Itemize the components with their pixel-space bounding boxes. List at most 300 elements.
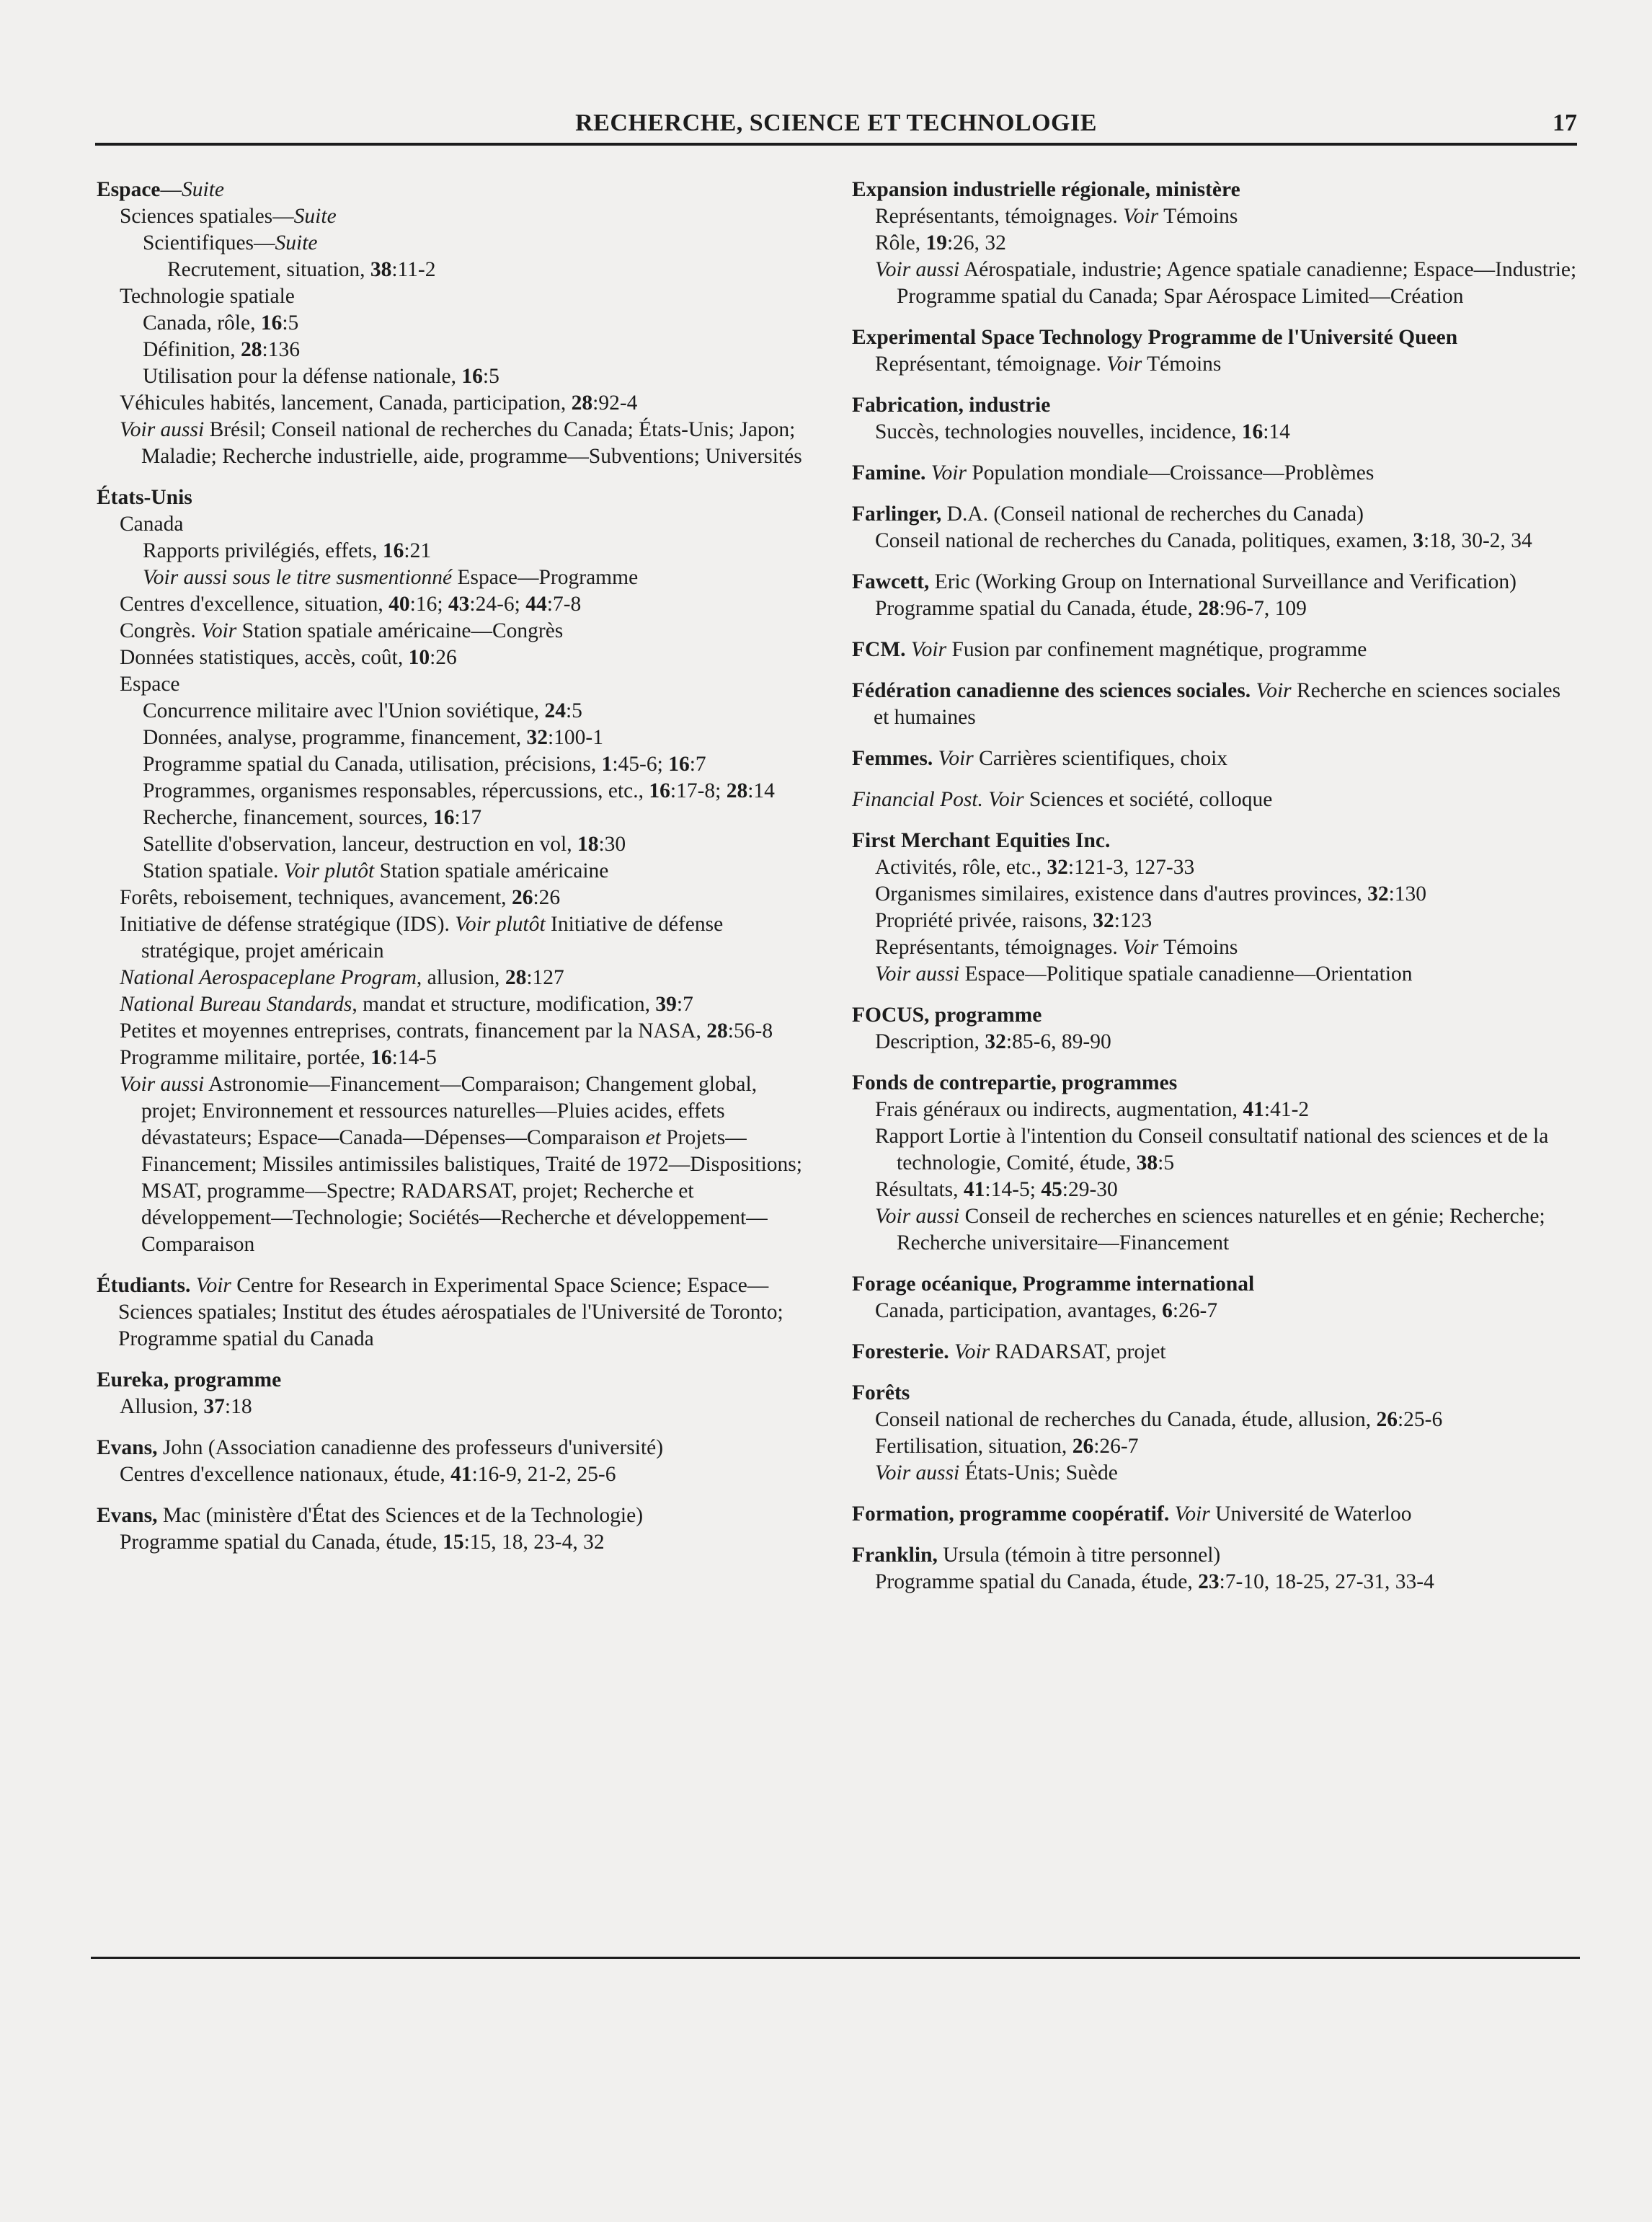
entry-subline (852, 203, 1580, 230)
text-segment: Espace—Programme (452, 566, 639, 589)
text-segment: :17 (454, 806, 482, 829)
entry-heading (852, 1002, 1580, 1029)
text-segment: Succès, technologies nouvelles, incidence, (875, 420, 1242, 443)
entry-heading (97, 1502, 817, 1529)
entry-subline (852, 230, 1580, 257)
text-segment: :14-5; (985, 1178, 1042, 1201)
text-segment: Conseil national de recherches du Canada, politiques, examen, (875, 529, 1413, 552)
text-segment: Station spatiale américaine (374, 859, 609, 882)
entry-subline (852, 419, 1580, 446)
text-segment: Espace (120, 673, 180, 696)
index-column-left (97, 177, 817, 1570)
index-entry (97, 1367, 817, 1420)
text-segment: National Aerospaceplane Program (120, 966, 417, 989)
text-segment: Evans, (97, 1504, 158, 1527)
text-segment: Satellite d'observation, lanceur, destruction en vol, (143, 833, 577, 856)
entry-subline (97, 778, 817, 805)
text-segment: RADARSAT, projet (990, 1340, 1166, 1363)
entry-subline (97, 671, 817, 698)
text-segment: Programme spatial du Canada, étude, (875, 1570, 1199, 1593)
text-segment: Représentant, témoignage. (875, 353, 1107, 376)
text-segment: 41 (450, 1463, 472, 1486)
text-segment: Définition, (143, 338, 241, 361)
entry-subline (97, 1461, 817, 1488)
entry-subline (852, 1203, 1580, 1257)
text-segment: 16 (370, 1046, 392, 1069)
entry-subline (97, 257, 817, 283)
text-segment: D.A. (Conseil national de recherches du Canada) (941, 503, 1364, 526)
text-segment: Canada, participation, avantages, (875, 1299, 1163, 1322)
text-segment (190, 1274, 195, 1297)
text-segment: Financial Post. (852, 788, 983, 811)
text-segment: :14 (1263, 420, 1290, 443)
entry-subline (97, 725, 817, 751)
text-segment: Fabrication, industrie (852, 394, 1051, 417)
text-segment: :26 (533, 886, 561, 909)
index-column-right (852, 177, 1580, 1610)
text-segment: Université de Waterloo (1209, 1502, 1412, 1526)
text-segment: Rapports privilégiés, effets, (143, 539, 383, 562)
text-segment: Voir (201, 619, 237, 642)
index-entry (97, 1502, 817, 1556)
entry-subline (852, 854, 1580, 881)
text-segment: Experimental Space Technology Programme de l'Université Queen (852, 326, 1458, 349)
text-segment: 38 (1136, 1151, 1158, 1174)
text-segment: Voir aussi (120, 1073, 205, 1096)
text-segment: :5 (282, 311, 299, 335)
text-segment: 1 (601, 753, 613, 776)
index-entry (852, 1501, 1580, 1528)
text-segment: Forage océanique, Programme international (852, 1272, 1255, 1296)
text-segment: Concurrence militaire avec l'Union soviétique, (143, 699, 545, 722)
text-segment: :18 (224, 1395, 252, 1418)
entry-subline (852, 934, 1580, 961)
text-segment: Voir aussi (875, 962, 960, 986)
text-segment: 16 (668, 753, 690, 776)
entry-subline (97, 591, 817, 618)
entry-subline (97, 538, 817, 565)
index-entry (852, 324, 1580, 378)
text-segment: 40 (388, 593, 410, 616)
entry-heading (852, 828, 1580, 854)
text-segment: Forêts (852, 1381, 910, 1404)
entry-heading (852, 392, 1580, 419)
text-segment: Conseil national de recherches du Canada, étude, allusion, (875, 1408, 1377, 1431)
text-segment: Voir aussi (120, 418, 205, 441)
text-segment: Voir aussi (875, 1205, 960, 1228)
text-segment: Evans, (97, 1436, 158, 1459)
text-segment: Données statistiques, accès, coût, (120, 646, 409, 669)
entry-subline (852, 1097, 1580, 1123)
text-segment: Voir (1123, 936, 1159, 959)
text-segment: Activités, rôle, etc., (875, 856, 1047, 879)
text-segment: Brésil; Conseil national de recherches du Canada; États-Unis; Japon; Maladie; Recherche industrielle, aide, programme—Subventions; Universités (141, 418, 802, 468)
text-segment: Voir aussi sous le titre susmentionné (143, 566, 453, 589)
entry-subline (97, 203, 817, 230)
text-segment: First Merchant Equities Inc. (852, 829, 1111, 852)
text-segment: :5 (482, 365, 499, 388)
entry-subline (97, 283, 817, 310)
text-segment: :7 (676, 993, 693, 1016)
text-segment: :123 (1114, 909, 1153, 932)
index-entry (852, 569, 1580, 622)
text-segment: Voir (931, 461, 967, 484)
entry-subline (852, 596, 1580, 622)
index-entry (852, 1380, 1580, 1487)
text-segment: :5 (565, 699, 582, 722)
text-segment: Congrès. (120, 619, 202, 642)
text-segment: Organismes similaires, existence dans d'autres provinces, (875, 882, 1368, 906)
text-segment: FCM. (852, 638, 906, 661)
text-segment: :17-8; (670, 779, 727, 802)
text-segment: Résultats, (875, 1178, 964, 1201)
index-entry (852, 177, 1580, 310)
text-segment: Représentants, témoignages. (875, 936, 1124, 959)
text-segment: 16 (649, 779, 670, 802)
text-segment: :15, 18, 23-4, 32 (463, 1531, 605, 1554)
text-segment: Eric (Working Group on International Surveillance and Verification) (929, 570, 1516, 593)
text-segment: 32 (526, 726, 548, 749)
entry-heading (852, 1271, 1580, 1298)
text-segment: 15 (443, 1531, 464, 1554)
text-segment: Programme spatial du Canada, étude, (875, 597, 1199, 620)
entry-subline (97, 645, 817, 671)
index-entry (852, 637, 1580, 663)
text-segment (949, 1340, 954, 1363)
text-segment (1169, 1502, 1174, 1526)
text-segment: 32 (985, 1030, 1006, 1053)
text-segment: Conseil de recherches en sciences naturelles et en génie; Recherche; Recherche universitaire—Financement (897, 1205, 1545, 1254)
text-segment: Étudiants. (97, 1274, 191, 1297)
text-segment: Description, (875, 1030, 985, 1053)
entry-heading (852, 745, 1580, 772)
text-segment: Mac (ministère d'État des Sciences et de la Technologie) (157, 1504, 644, 1527)
text-segment: Rôle, (875, 231, 926, 254)
page-header (95, 110, 1577, 143)
text-segment: :130 (1388, 882, 1427, 906)
entry-subline (97, 363, 817, 390)
entry-subline (97, 230, 817, 257)
text-segment: 41 (963, 1178, 985, 1201)
text-segment: Sciences spatiales— (120, 205, 294, 228)
text-segment: Voir (988, 788, 1024, 811)
text-segment: :14 (747, 779, 775, 802)
text-segment: 32 (1093, 909, 1114, 932)
text-segment (925, 461, 931, 484)
text-segment: 43 (448, 593, 470, 616)
text-segment: 6 (1162, 1299, 1173, 1322)
index-entry (852, 460, 1580, 487)
text-segment: :96-7, 109 (1219, 597, 1307, 620)
text-segment: Eureka, programme (97, 1368, 282, 1391)
text-segment: Voir plutôt (283, 859, 375, 882)
text-segment: 16 (432, 806, 455, 829)
text-segment: 45 (1041, 1178, 1062, 1201)
entry-heading (852, 678, 1580, 731)
text-segment: :7-10, 18-25, 27-31, 33-4 (1219, 1570, 1434, 1593)
text-segment: :100-1 (547, 726, 603, 749)
text-segment: Rapport Lortie à l'intention du Conseil consultatif national des sciences et de la technologie, Comité, étude, (875, 1125, 1549, 1174)
entry-subline (97, 511, 817, 538)
text-segment: 3 (1413, 529, 1424, 552)
text-segment: :26-7 (1093, 1435, 1139, 1458)
entry-subline (97, 1529, 817, 1556)
text-segment: Témoins (1158, 205, 1238, 228)
text-segment: :26 (430, 646, 457, 669)
text-segment: Station spatiale. (143, 859, 284, 882)
text-segment: 28 (1198, 597, 1220, 620)
entry-heading (852, 501, 1580, 528)
text-segment: :85-6, 89-90 (1005, 1030, 1111, 1053)
text-segment: :30 (598, 833, 626, 856)
text-segment: 28 (726, 779, 748, 802)
text-segment: Carrières scientifiques, choix (973, 747, 1228, 770)
text-segment: 18 (577, 833, 599, 856)
index-entry (97, 177, 817, 470)
text-segment: Fawcett, (852, 570, 930, 593)
entry-subline (852, 1123, 1580, 1177)
text-segment: :136 (262, 338, 300, 361)
index-entry (852, 1070, 1580, 1257)
text-segment: Fonds de contrepartie, programmes (852, 1071, 1178, 1094)
text-segment: Témoins (1142, 353, 1222, 376)
text-segment: Voir (910, 638, 947, 661)
text-segment: Recherche en sciences sociales et humaines (874, 679, 1561, 729)
entry-subline (852, 528, 1580, 554)
text-segment: :56-8 (727, 1019, 773, 1043)
entry-heading (97, 1435, 817, 1461)
text-segment: Astronomie—Financement—Comparaison; Changement global, projet; Environnement et ressources naturelles—Pluies acides, effets dévastateurs; Espace—Canada—Dépenses—Comparaison (141, 1073, 758, 1149)
text-segment: Recrutement, situation, (167, 258, 370, 281)
entry-subline (852, 1407, 1580, 1433)
entry-subline (852, 1569, 1580, 1595)
text-segment: Suite (293, 205, 337, 228)
entry-heading (852, 569, 1580, 596)
index-entry (852, 1339, 1580, 1365)
text-segment: Recherche, financement, sources, (143, 806, 433, 829)
text-segment: Allusion, (120, 1395, 204, 1418)
text-segment: , mandat et structure, modification, (352, 993, 656, 1016)
text-segment: Voir plutôt (455, 913, 546, 936)
text-segment: Sciences et société, colloque (1023, 788, 1273, 811)
text-segment: États-Unis (97, 486, 192, 509)
entry-subline (97, 390, 817, 417)
text-segment: 16 (461, 365, 483, 388)
text-segment: 10 (408, 646, 430, 669)
text-segment: 26 (1072, 1435, 1094, 1458)
text-segment: :25-6 (1397, 1408, 1443, 1431)
entry-subline (852, 1298, 1580, 1324)
index-entry (852, 392, 1580, 446)
text-segment: :16; (409, 593, 448, 616)
text-segment: Projets—Financement; Missiles antimissiles balistiques, Traité de 1972—Dispositions; MSAT, programme—Spectre; RADARSAT, projet; Recherche et développement—Technologie; Sociétés—Recherche et développement—Comparaison (141, 1126, 802, 1256)
index-entry (852, 828, 1580, 988)
text-segment: :92-4 (592, 391, 638, 415)
text-segment: Voir (938, 747, 974, 770)
index-entry (852, 1002, 1580, 1055)
entry-subline (97, 1394, 817, 1420)
text-segment: :26, 32 (946, 231, 1006, 254)
text-segment: Centre for Research in Experimental Space Science; Espace—Sciences spatiales; Institut des études aérospatiales de l'Université de Toronto; Programme spatial du Canada (118, 1274, 783, 1350)
text-segment: 32 (1047, 856, 1068, 879)
text-segment: Voir (1256, 679, 1292, 702)
index-entry (852, 501, 1580, 554)
text-segment: Espace (97, 178, 161, 201)
text-segment: Programme militaire, portée, (120, 1046, 371, 1069)
entry-subline (852, 1177, 1580, 1203)
text-segment: Suite (275, 231, 318, 254)
entry-heading (97, 1367, 817, 1394)
entry-subline (97, 858, 817, 885)
text-segment: Suite (182, 178, 224, 201)
text-segment: Farlinger, (852, 503, 942, 526)
entry-subline (97, 310, 817, 337)
text-segment: Forêts, reboisement, techniques, avancement, (120, 886, 512, 909)
text-segment: Technologie spatiale (120, 285, 295, 308)
index-entry (852, 787, 1580, 813)
entry-subline (97, 565, 817, 591)
running-title: RECHERCHE, SCIENCE ET TECHNOLOGIE (575, 110, 1097, 136)
text-segment: Frais généraux ou indirects, augmentation, (875, 1098, 1243, 1121)
text-segment: 32 (1367, 882, 1389, 906)
entry-subline (852, 881, 1580, 908)
text-segment: Véhicules habités, lancement, Canada, participation, (120, 391, 572, 415)
text-segment (933, 747, 938, 770)
text-segment: Foresterie. (852, 1340, 949, 1363)
text-segment: :121-3, 127-33 (1067, 856, 1195, 879)
text-segment: Programme spatial du Canada, étude, (120, 1531, 443, 1554)
entry-subline (97, 911, 817, 965)
entry-subline (97, 698, 817, 725)
text-segment: John (Association canadienne des professeurs d'université) (157, 1436, 664, 1459)
entry-subline (97, 1045, 817, 1071)
text-segment: et (645, 1126, 661, 1149)
text-segment: Initiative de défense stratégique, projet américain (141, 913, 724, 962)
text-segment: Expansion industrielle régionale, ministère (852, 178, 1240, 201)
entry-subline (97, 805, 817, 831)
text-segment: Aérospatiale, industrie; Agence spatiale canadienne; Espace—Industrie; Programme spatial du Canada; Spar Aérospace Limited—Création (897, 258, 1577, 308)
text-segment: Utilisation pour la défense nationale, (143, 365, 462, 388)
entry-subline (97, 417, 817, 470)
page-number: 17 (1553, 110, 1577, 136)
header-rule (95, 143, 1577, 146)
entry-subline (97, 831, 817, 858)
index-entry (852, 1271, 1580, 1324)
text-segment: 16 (382, 539, 404, 562)
text-segment: Voir aussi (875, 1461, 960, 1484)
index-entry (97, 1435, 817, 1488)
text-segment: 28 (571, 391, 593, 415)
text-segment: :41-2 (1264, 1098, 1310, 1121)
text-segment: :45-6; (612, 753, 669, 776)
text-segment: Témoins (1158, 936, 1238, 959)
text-segment: :26-7 (1172, 1299, 1218, 1322)
text-segment: Formation, programme coopératif. (852, 1502, 1170, 1526)
entry-subline (97, 337, 817, 363)
text-segment: 37 (203, 1395, 225, 1418)
text-segment: 41 (1243, 1098, 1264, 1121)
text-segment: Station spatiale américaine—Congrès (236, 619, 564, 642)
entry-heading (852, 324, 1580, 351)
index-entry (852, 1542, 1580, 1595)
text-segment: Scientifiques— (143, 231, 275, 254)
text-segment: États-Unis; Suède (959, 1461, 1118, 1484)
text-segment: :24-6; (469, 593, 526, 616)
text-segment: , allusion, (416, 966, 505, 989)
entry-heading (852, 787, 1580, 813)
index-entry (852, 678, 1580, 731)
text-segment: :127 (526, 966, 564, 989)
text-segment: 24 (544, 699, 566, 722)
text-segment: Fédération canadienne des sciences sociales. (852, 679, 1251, 702)
entry-subline (97, 1071, 817, 1258)
entry-subline (97, 991, 817, 1018)
text-segment: :7 (689, 753, 706, 776)
entry-subline (852, 351, 1580, 378)
footer-rule (91, 1957, 1580, 1959)
text-segment: :7-8 (546, 593, 582, 616)
entry-subline (852, 257, 1580, 310)
text-segment: Canada (120, 513, 184, 536)
entry-heading (852, 1380, 1580, 1407)
text-segment: :29-30 (1062, 1178, 1118, 1201)
text-segment: 39 (655, 993, 677, 1016)
entry-subline (852, 908, 1580, 934)
text-segment: :16-9, 21-2, 25-6 (471, 1463, 616, 1486)
text-segment: 19 (925, 231, 947, 254)
text-segment: Ursula (témoin à titre personnel) (937, 1544, 1221, 1567)
entry-subline (97, 965, 817, 991)
entry-heading (852, 460, 1580, 487)
text-segment: Voir (1174, 1502, 1210, 1526)
text-segment: Franklin, (852, 1544, 938, 1567)
text-segment: :21 (404, 539, 432, 562)
text-segment: Fertilisation, situation, (875, 1435, 1073, 1458)
text-segment: Petites et moyennes entreprises, contrats, financement par la NASA, (120, 1019, 707, 1043)
text-segment: Voir (954, 1340, 990, 1363)
entry-heading (852, 1542, 1580, 1569)
text-segment: Données, analyse, programme, financement, (143, 726, 527, 749)
text-segment: :11-2 (391, 258, 436, 281)
text-segment: 26 (511, 886, 533, 909)
text-segment: National Bureau Standards (120, 993, 352, 1016)
text-segment: Centres d'excellence nationaux, étude, (120, 1463, 451, 1486)
entry-heading (852, 177, 1580, 203)
text-segment: Fusion par confinement magnétique, programme (946, 638, 1367, 661)
text-segment: — (160, 178, 182, 201)
text-segment: 44 (525, 593, 547, 616)
entry-heading (852, 1070, 1580, 1097)
text-segment: Population mondiale—Croissance—Problèmes (966, 461, 1375, 484)
text-segment: :18, 30-2, 34 (1424, 529, 1532, 552)
text-segment: 23 (1198, 1570, 1220, 1593)
text-segment: 38 (370, 258, 392, 281)
text-segment: Canada, rôle, (143, 311, 261, 335)
entry-subline (97, 885, 817, 911)
text-segment: Voir (1123, 205, 1159, 228)
text-segment: Initiative de défense stratégique (IDS). (120, 913, 456, 936)
text-segment: 28 (706, 1019, 728, 1043)
entry-subline (97, 751, 817, 778)
text-segment: Voir (1106, 353, 1142, 376)
index-entry (852, 745, 1580, 772)
text-segment: Espace—Politique spatiale canadienne—Orientation (959, 962, 1413, 986)
text-segment: Centres d'excellence, situation, (120, 593, 389, 616)
text-segment: Représentants, témoignages. (875, 205, 1124, 228)
entry-heading (97, 484, 817, 511)
entry-subline (852, 1433, 1580, 1460)
entry-subline (97, 1018, 817, 1045)
